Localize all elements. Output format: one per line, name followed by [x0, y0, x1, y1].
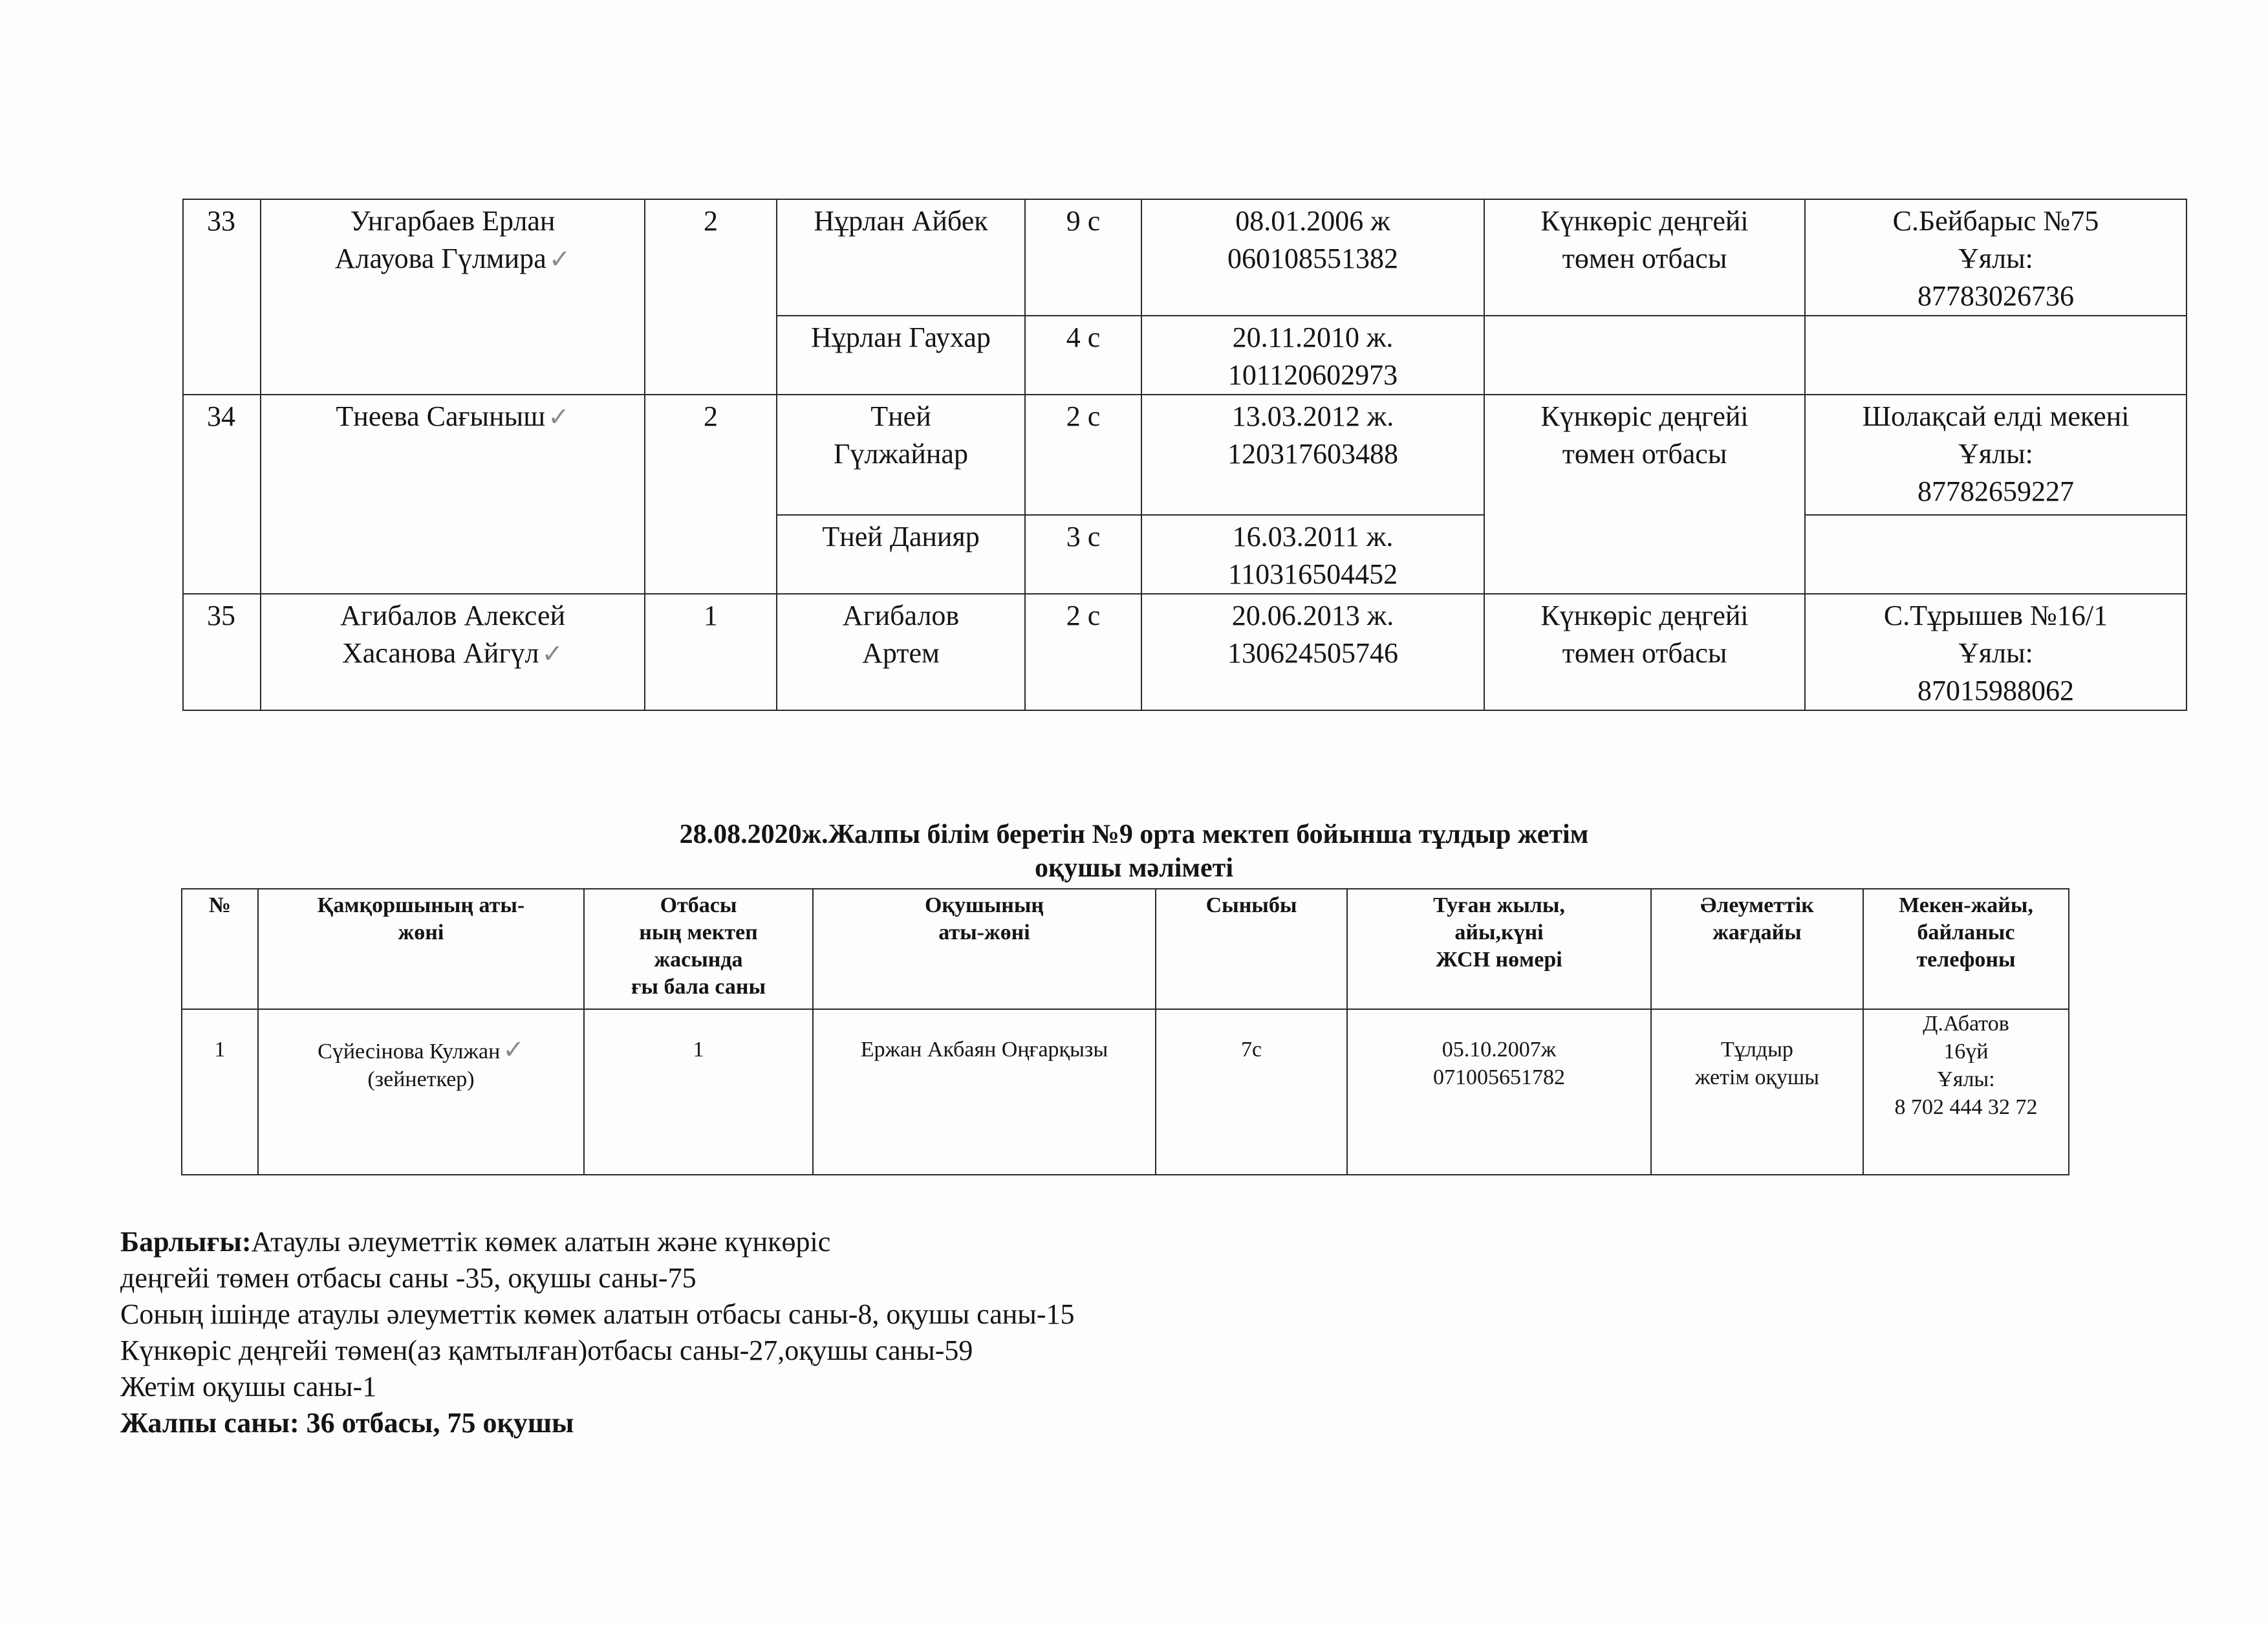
- student-grade: 7с: [1156, 1009, 1347, 1175]
- table-row: [183, 199, 2187, 316]
- children-count: 1: [584, 1009, 813, 1175]
- empty-cell: [1484, 316, 1805, 395]
- address-phone: С.Тұрышев №16/1 Ұялы: 87015988062: [1805, 594, 2187, 710]
- row-number: 1: [182, 1009, 258, 1175]
- checkmark-icon: ✓: [548, 402, 570, 431]
- empty-cell: [1805, 515, 2187, 594]
- guardian-cell: Сүйесінова Кулжан ✓ (зейнеткер): [258, 1009, 584, 1175]
- address-phone: С.Бейбарыс №75 Ұялы: 87783026736: [1805, 199, 2187, 316]
- section-subtitle: оқушы мәліметі: [1035, 853, 1233, 883]
- row-number: 33: [183, 199, 261, 395]
- summary-line: Жетім оқушы саны-1: [120, 1371, 377, 1402]
- children-count: 2: [645, 395, 777, 594]
- summary-line: деңгейі төмен отбасы саны -35, оқушы саны-75: [120, 1262, 697, 1294]
- checkmark-icon: ✓: [541, 639, 563, 668]
- student-name: Нұрлан Гаухар: [777, 316, 1025, 395]
- summary-line: Соның ішінде атаулы әлеуметтік көмек алатын отбасы саны-8, оқушы саны-15: [120, 1298, 1075, 1330]
- student-grade: 9 с: [1025, 199, 1141, 316]
- summary-block: [120, 1224, 1075, 1441]
- summary-line: Күнкөріс деңгейі төмен(аз қамтылған)отбасы саны-27,оқушы саны-59: [120, 1335, 973, 1366]
- address-phone: Д.Абатов 16үй Ұялы: 8 702 444 32 72: [1863, 1009, 2069, 1175]
- header-student: Оқушының аты-жөні: [813, 889, 1156, 1009]
- student-dob-iin: 13.03.2012 ж. 120317603488: [1141, 395, 1484, 515]
- header-address: Мекен-жайы, байланыс телефоны: [1863, 889, 2069, 1009]
- student-dob-iin: 20.11.2010 ж. 101120602973: [1141, 316, 1484, 395]
- student-dob-iin: 16.03.2011 ж. 110316504452: [1141, 515, 1484, 594]
- checkmark-icon: ✓: [502, 1035, 524, 1064]
- header-dob: Туған жылы, айы,күні ЖСН нөмері: [1347, 889, 1651, 1009]
- student-grade: 2 с: [1025, 395, 1141, 515]
- children-count: 1: [645, 594, 777, 710]
- empty-cell: [1805, 316, 2187, 395]
- summary-line: Барлығы:Атаулы әлеуметтік көмек алатын және күнкөріс: [120, 1226, 831, 1258]
- student-name: Ержан Акбаян Оңғарқызы: [813, 1009, 1156, 1175]
- guardian-cell: Агибалов Алексей Хасанова Айгүл ✓: [261, 594, 645, 710]
- social-status: Күнкөріс деңгейі төмен отбасы: [1484, 395, 1805, 594]
- student-dob-iin: 05.10.2007ж 071005651782: [1347, 1009, 1651, 1175]
- section-title: 28.08.2020ж.Жалпы білім беретін №9 орта мектеп бойынша тұлдыр жетім: [679, 820, 1589, 849]
- student-grade: 2 с: [1025, 594, 1141, 710]
- student-grade: 4 с: [1025, 316, 1141, 395]
- orphan-table: [181, 888, 2069, 1175]
- header-family: Отбасы ның мектеп жасында ғы бала саны: [584, 889, 813, 1009]
- student-name: Нұрлан Айбек: [777, 199, 1025, 316]
- row-number: 34: [183, 395, 261, 594]
- table-header-row: [182, 889, 2069, 1009]
- header-grade: Сыныбы: [1156, 889, 1347, 1009]
- header-num: №: [182, 889, 258, 1009]
- student-name: Агибалов Артем: [777, 594, 1025, 710]
- table-row: [183, 395, 2187, 515]
- social-status: Күнкөріс деңгейі төмен отбасы: [1484, 594, 1805, 710]
- student-dob-iin: 20.06.2013 ж. 130624505746: [1141, 594, 1484, 710]
- social-status: Күнкөріс деңгейі төмен отбасы: [1484, 199, 1805, 316]
- address-phone: Шолақсай елді мекені Ұялы: 87782659227: [1805, 395, 2187, 515]
- children-count: 2: [645, 199, 777, 395]
- table-row: [182, 1009, 2069, 1175]
- social-status: Тұлдыр жетім оқушы: [1651, 1009, 1863, 1175]
- guardian-cell: Унгарбаев Ерлан Алауова Гүлмира ✓: [261, 199, 645, 395]
- student-name: Тней Гүлжайнар: [777, 395, 1025, 515]
- checkmark-icon: ✓: [548, 245, 571, 274]
- guardian-cell: Тнеева Сағыныш ✓: [261, 395, 645, 594]
- header-social: Әлеуметтік жағдайы: [1651, 889, 1863, 1009]
- families-table: [182, 199, 2187, 711]
- row-number: 35: [183, 594, 261, 710]
- summary-total: Жалпы саны: 36 отбасы, 75 оқушы: [120, 1407, 574, 1439]
- header-guardian: Қамқоршының аты- жөні: [258, 889, 584, 1009]
- student-name: Тней Данияр: [777, 515, 1025, 594]
- table-row: [183, 594, 2187, 710]
- student-grade: 3 с: [1025, 515, 1141, 594]
- student-dob-iin: 08.01.2006 ж 060108551382: [1141, 199, 1484, 316]
